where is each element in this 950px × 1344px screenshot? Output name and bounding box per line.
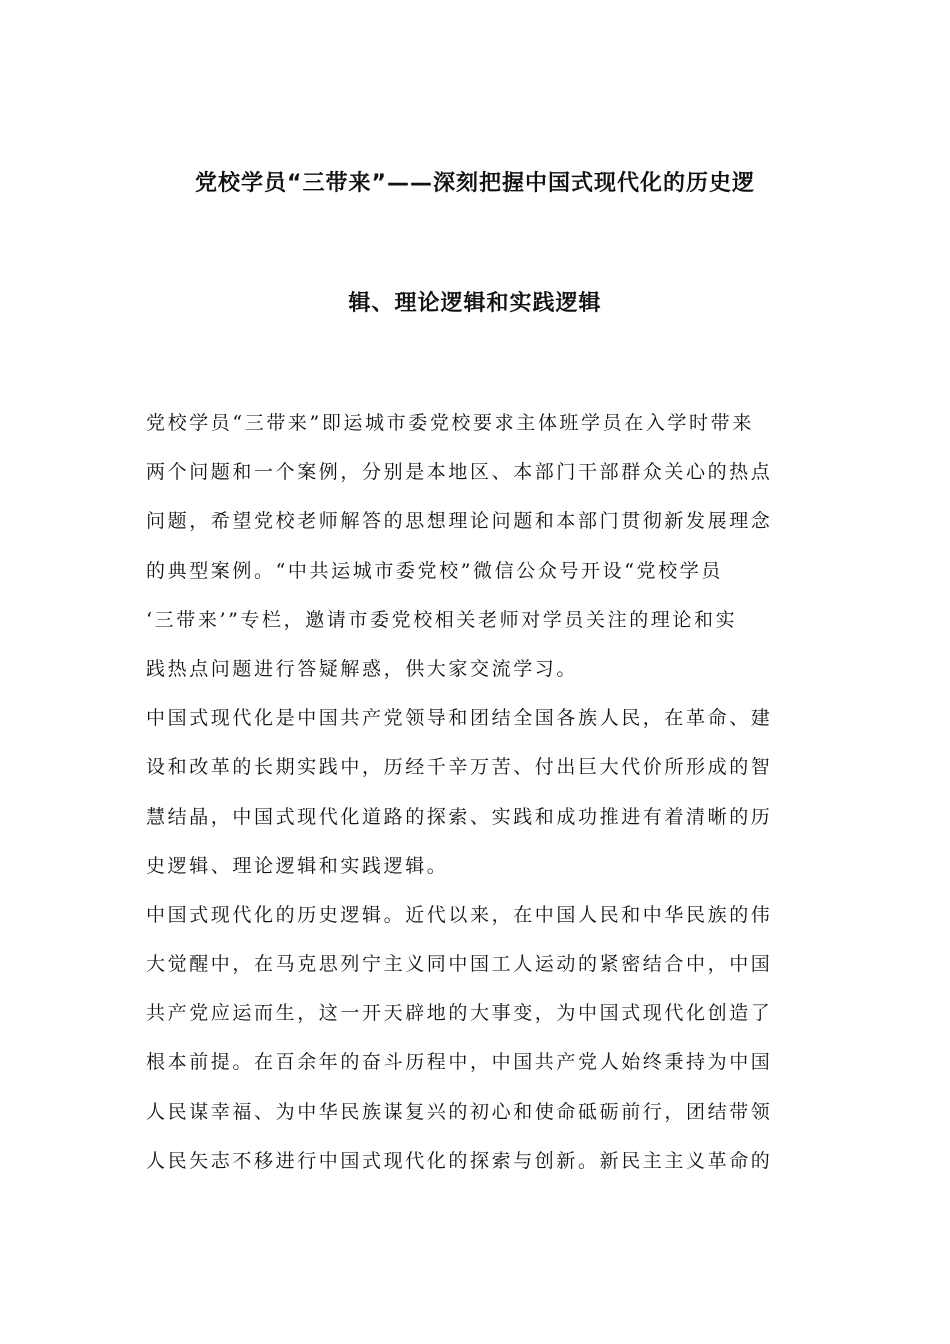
text-line: 践热点问题进行答疑解惑，供大家交流学习。 <box>146 657 579 680</box>
text-line: 党校学员“三带来”即运城市委党校要求主体班学员在入学时带来 <box>146 412 754 434</box>
text-line: 共产党应运而生，这一开天辟地的大事变，为中国式现代化创造了 <box>146 1002 773 1025</box>
text-line: 的典型案例。“中共运城市委党校”微信公众号开设“党校学员 <box>146 559 723 582</box>
paragraph-historical-logic <box>146 891 806 1186</box>
text-line: ‘三带来’”专栏，邀请市委党校相关老师对学员关注的理论和实 <box>146 608 738 631</box>
text-line: 人民谋幸福、为中华民族谋复兴的初心和使命砥砺前行，团结带领 <box>146 1100 773 1123</box>
text-line: 中国式现代化的历史逻辑。近代以来，在中国人民和中华民族的伟 <box>146 903 773 926</box>
text-line: 慧结晶，中国式现代化道路的探索、实践和成功推进有着清晰的历 <box>146 805 773 828</box>
document-title-line-2: 辑、理论逻辑和实践逻辑 <box>348 291 602 316</box>
paragraph-overview <box>146 694 806 891</box>
text-line: 中国式现代化是中国共产党领导和团结全国各族人民，在革命、建 <box>146 707 773 730</box>
document-title-line-1: 党校学员“三带来”——深刻把握中国式现代化的历史逻 <box>195 171 755 196</box>
text-line: 大觉醒中，在马克思列宁主义同中国工人运动的紧密结合中，中国 <box>146 953 773 976</box>
text-line: 史逻辑、理论逻辑和实践逻辑。 <box>146 854 449 877</box>
text-line: 问题，希望党校老师解答的思想理论问题和本部门贯彻新发展理念 <box>146 510 773 533</box>
text-line: 人民矢志不移进行中国式现代化的探索与创新。新民主主义革命的 <box>146 1149 773 1172</box>
paragraph-intro <box>146 399 806 694</box>
text-line: 设和改革的长期实践中，历经千辛万苦、付出巨大代价所形成的智 <box>146 756 773 779</box>
text-line: 两个问题和一个案例，分别是本地区、本部门干部群众关心的热点 <box>146 461 773 484</box>
text-line: 根本前提。在百余年的奋斗历程中，中国共产党人始终秉持为中国 <box>146 1051 773 1074</box>
document-body <box>146 399 806 1186</box>
